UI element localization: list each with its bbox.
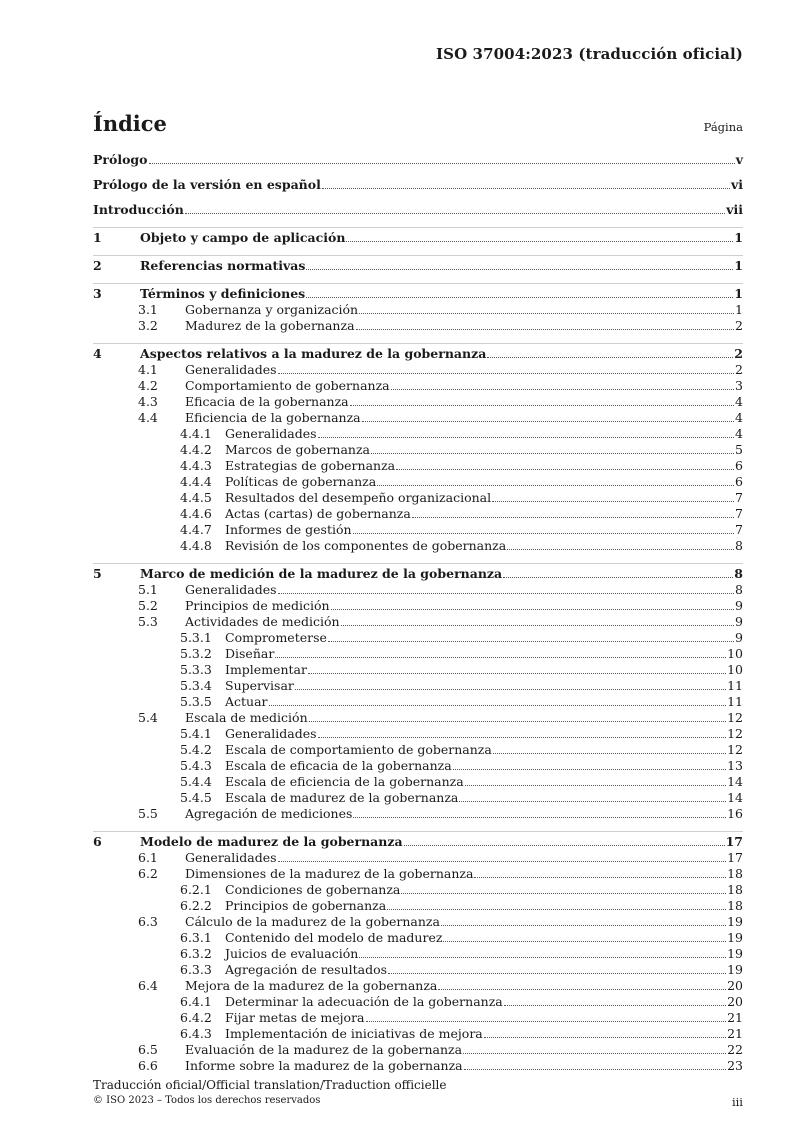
toc-entry-title: Implementar: [225, 662, 307, 677]
toc-entry-number: 1: [93, 230, 102, 245]
toc-entry[interactable]: [93, 850, 743, 865]
toc-entry-number: 5.3.4: [180, 678, 212, 693]
footer-translation-note: Traducción oficial/Official translation/Traduction officielle: [93, 1078, 447, 1092]
toc-entry-title: Madurez de la gobernanza: [185, 318, 355, 333]
toc-entry-number: 5.4.5: [180, 790, 212, 805]
toc-entry-number: 5.1: [138, 582, 158, 597]
toc-entry-number: 6.3: [138, 914, 158, 929]
toc-entry-number: 4.4.6: [180, 506, 212, 521]
toc-entry-page: 1: [734, 258, 743, 273]
toc-entry-number: 4.4.3: [180, 458, 212, 473]
toc-leader-dots: [503, 577, 733, 578]
toc-entry-title: Comprometerse: [225, 630, 327, 645]
toc-entry-title: Informe sobre la madurez de la gobernanza: [185, 1058, 463, 1073]
toc-entry[interactable]: [93, 362, 743, 377]
document-header: ISO 37004:2023 (traducción oficial): [436, 45, 743, 63]
toc-leader-dots: [465, 785, 726, 786]
toc-entry-page: 21: [727, 1026, 743, 1041]
toc-entry-number: 5.3.5: [180, 694, 212, 709]
page-title: Índice: [93, 111, 167, 136]
toc-entry[interactable]: [93, 582, 743, 597]
toc-entry[interactable]: [93, 646, 743, 661]
toc-entry-number: 5: [93, 566, 102, 581]
toc-entry-title: Implementación de iniciativas de mejora: [225, 1026, 483, 1041]
toc-entry-title: Eficacia de la gobernanza: [185, 394, 349, 409]
toc-entry-title: Gobernanza y organización: [185, 302, 359, 317]
toc-entry-number: 4.4.8: [180, 538, 212, 553]
toc-entry[interactable]: [93, 662, 743, 677]
toc-entry-title: Prólogo: [93, 152, 148, 167]
toc-entry-number: 6: [93, 834, 102, 849]
toc-entry-page: 3: [735, 378, 743, 393]
toc-entry-title: Objeto y campo de aplicación: [140, 230, 346, 245]
toc-entry[interactable]: [93, 522, 743, 537]
toc-entry-page: 6: [735, 474, 743, 489]
toc-entry[interactable]: [93, 914, 743, 929]
toc-entry-page: 1: [734, 230, 743, 245]
toc-entry-title: Generalidades: [225, 726, 317, 741]
toc-entry[interactable]: [93, 255, 743, 273]
toc-entry-title: Diseñar: [225, 646, 275, 661]
toc-entry-number: 5.3.1: [180, 630, 212, 645]
toc-entry-number: 3: [93, 286, 102, 301]
toc-entry[interactable]: [93, 152, 743, 167]
toc-entry-page: 9: [735, 614, 743, 629]
toc-entry[interactable]: [93, 202, 743, 217]
toc-leader-dots: [377, 485, 734, 486]
toc-leader-dots: [388, 973, 726, 974]
toc-leader-dots: [356, 329, 735, 330]
toc-entry-page: 4: [735, 426, 743, 441]
toc-leader-dots: [359, 957, 726, 958]
toc-entry[interactable]: [93, 394, 743, 409]
toc-entry-title: Agregación de resultados: [225, 962, 388, 977]
toc-entry-number: 6.4.2: [180, 1010, 212, 1025]
toc-entry[interactable]: [93, 1010, 743, 1025]
toc-entry[interactable]: [93, 630, 743, 645]
toc-entry-title: Escala de madurez de la gobernanza: [225, 790, 459, 805]
toc-entry-title: Escala de comportamiento de gobernanza: [225, 742, 492, 757]
toc-entry-number: 4.4.7: [180, 522, 212, 537]
toc-entry-number: 6.2: [138, 866, 158, 881]
toc-entry-page: 23: [727, 1058, 743, 1073]
toc-entry-title: Referencias normativas: [140, 258, 306, 273]
toc-leader-dots: [295, 689, 726, 690]
toc-leader-dots: [459, 801, 726, 802]
toc-entry-page: 22: [727, 1042, 743, 1057]
toc-entry-number: 5.4.1: [180, 726, 212, 741]
toc-entry[interactable]: [93, 1042, 743, 1057]
toc-entry-page: 16: [727, 806, 743, 821]
toc-leader-dots: [328, 641, 734, 642]
toc-entry-title: Prólogo de la versión en español: [93, 177, 321, 192]
toc-entry-title: Generalidades: [185, 362, 277, 377]
toc-entry-number: 6.3.2: [180, 946, 212, 961]
toc-entry[interactable]: [93, 946, 743, 961]
toc-entry-title: Principios de gobernanza: [225, 898, 387, 913]
toc-entry-title: Introducción: [93, 202, 184, 217]
toc-entry-title: Determinar la adecuación de la gobernanza: [225, 994, 503, 1009]
toc-entry-page: 18: [727, 866, 743, 881]
toc-entry-page: 18: [727, 898, 743, 913]
toc-entry-number: 2: [93, 258, 102, 273]
toc-leader-dots: [353, 533, 735, 534]
toc-entry-number: 4.4.4: [180, 474, 212, 489]
toc-leader-dots: [278, 593, 735, 594]
toc-entry-title: Juicios de evaluación: [225, 946, 359, 961]
toc-entry[interactable]: [93, 726, 743, 741]
toc-entry-number: 6.6: [138, 1058, 158, 1073]
toc-entry[interactable]: [93, 790, 743, 805]
toc-entry[interactable]: [93, 474, 743, 489]
toc-leader-dots: [463, 1053, 726, 1054]
toc-entry-page: 7: [735, 522, 743, 537]
toc-entry[interactable]: [93, 614, 743, 629]
toc-entry-title: Escala de eficiencia de la gobernanza: [225, 774, 464, 789]
toc-entry-number: 5.4.4: [180, 774, 212, 789]
toc-entry-number: 4.2: [138, 378, 158, 393]
toc-leader-dots: [269, 705, 727, 706]
toc-entry-page: 4: [735, 394, 743, 409]
toc-entry-number: 4.1: [138, 362, 158, 377]
toc-entry-page: 11: [727, 678, 743, 693]
toc-leader-dots: [504, 1005, 726, 1006]
toc-entry-title: Generalidades: [185, 850, 277, 865]
toc-entry[interactable]: [93, 227, 743, 245]
toc-entry-page: 11: [727, 694, 743, 709]
toc-entry[interactable]: [93, 598, 743, 613]
toc-entry[interactable]: [93, 1058, 743, 1073]
toc-entry[interactable]: [93, 563, 743, 581]
toc-entry-page: 14: [727, 774, 743, 789]
toc-leader-dots: [487, 357, 733, 358]
toc-entry-page: 7: [735, 490, 743, 505]
toc-entry-number: 5.5: [138, 806, 158, 821]
toc-entry-page: 12: [727, 710, 743, 725]
toc-entry[interactable]: [93, 302, 743, 317]
toc-entry-number: 4: [93, 346, 102, 361]
toc-entry-number: 5.2: [138, 598, 158, 613]
toc-entry-page: 18: [727, 882, 743, 897]
toc-entry[interactable]: [93, 806, 743, 821]
toc-entry-title: Términos y definiciones: [140, 286, 306, 301]
toc-entry-title: Generalidades: [185, 582, 277, 597]
toc-entry-title: Revisión de los componentes de gobernanza: [225, 538, 507, 553]
toc-entry[interactable]: [93, 490, 743, 505]
toc-entry-title: Actas (cartas) de gobernanza: [225, 506, 411, 521]
toc-leader-dots: [346, 241, 733, 242]
toc-entry-page: 21: [727, 1010, 743, 1025]
toc-entry-number: 4.4.5: [180, 490, 212, 505]
toc-entry[interactable]: [93, 831, 743, 849]
toc-entry-number: 4.3: [138, 394, 158, 409]
toc-entry-title: Aspectos relativos a la madurez de la gobernanza: [140, 346, 487, 361]
toc-entry-title: Fijar metas de mejora: [225, 1010, 365, 1025]
toc-entry-page: 12: [727, 726, 743, 741]
toc-entry-title: Generalidades: [225, 426, 317, 441]
toc-entry[interactable]: [93, 898, 743, 913]
toc-leader-dots: [441, 925, 726, 926]
toc-leader-dots: [507, 549, 734, 550]
toc-entry-page: 17: [727, 850, 743, 865]
toc-leader-dots: [404, 845, 725, 846]
toc-leader-dots: [306, 297, 733, 298]
toc-entry-page: v: [735, 152, 743, 167]
toc-leader-dots: [387, 909, 726, 910]
toc-leader-dots: [366, 1021, 727, 1022]
toc-leader-dots: [362, 421, 734, 422]
toc-entry-page: 13: [727, 758, 743, 773]
toc-leader-dots: [353, 817, 726, 818]
toc-entry-number: 6.4: [138, 978, 158, 993]
toc-leader-dots: [443, 941, 726, 942]
toc-leader-dots: [275, 657, 726, 658]
toc-entry-title: Actividades de medición: [185, 614, 340, 629]
toc-leader-dots: [359, 313, 734, 314]
toc-entry[interactable]: [93, 742, 743, 757]
toc-leader-dots: [185, 213, 725, 214]
toc-entry[interactable]: [93, 882, 743, 897]
toc-entry-page: 1: [735, 302, 743, 317]
toc-entry-page: 9: [735, 598, 743, 613]
toc-entry-title: Estrategias de gobernanza: [225, 458, 396, 473]
toc-entry[interactable]: [93, 442, 743, 457]
toc-entry-title: Eficiencia de la gobernanza: [185, 410, 361, 425]
toc-entry-page: 2: [735, 362, 743, 377]
toc-leader-dots: [331, 609, 735, 610]
toc-entry[interactable]: [93, 710, 743, 725]
toc-entry-page: vi: [730, 177, 743, 192]
toc-entry-number: 5.4.3: [180, 758, 212, 773]
toc-entry[interactable]: [93, 283, 743, 301]
toc-entry-title: Escala de eficacia de la gobernanza: [225, 758, 452, 773]
toc-entry-title: Agregación de mediciones: [185, 806, 353, 821]
toc-entry-title: Comportamiento de gobernanza: [185, 378, 390, 393]
toc-entry[interactable]: [93, 318, 743, 333]
toc-entry-number: 6.5: [138, 1042, 158, 1057]
footer-copyright: © ISO 2023 – Todos los derechos reservados: [93, 1095, 321, 1106]
toc-entry-page: 8: [735, 538, 743, 553]
toc-leader-dots: [350, 405, 734, 406]
toc-leader-dots: [341, 625, 734, 626]
toc-entry[interactable]: [93, 177, 743, 192]
toc-entry-page: vii: [726, 202, 743, 217]
toc-leader-dots: [396, 469, 734, 470]
toc-entry-page: 7: [735, 506, 743, 521]
toc-entry-page: 19: [727, 962, 743, 977]
toc-leader-dots: [493, 753, 726, 754]
toc-leader-dots: [308, 673, 726, 674]
toc-entry-number: 4.4.1: [180, 426, 212, 441]
toc-entry[interactable]: [93, 962, 743, 977]
toc-entry-title: Cálculo de la madurez de la gobernanza: [185, 914, 440, 929]
toc-entry-page: 8: [734, 566, 743, 581]
toc-entry[interactable]: [93, 774, 743, 789]
toc-entry-title: Supervisar: [225, 678, 294, 693]
toc-leader-dots: [318, 737, 727, 738]
toc-entry-number: 6.4.3: [180, 1026, 212, 1041]
toc-entry-page: 1: [734, 286, 743, 301]
toc-entry[interactable]: [93, 866, 743, 881]
toc-entry-page: 8: [735, 582, 743, 597]
toc-entry-number: 6.3.3: [180, 962, 212, 977]
toc-entry-number: 6.1: [138, 850, 158, 865]
toc-entry-page: 10: [727, 662, 743, 677]
toc-entry-title: Modelo de madurez de la gobernanza: [140, 834, 403, 849]
toc-leader-dots: [371, 453, 734, 454]
toc-leader-dots: [278, 373, 735, 374]
toc-entry[interactable]: [93, 410, 743, 425]
toc-leader-dots: [391, 389, 734, 390]
toc-entry-title: Marcos de gobernanza: [225, 442, 371, 457]
toc-leader-dots: [306, 269, 733, 270]
toc-leader-dots: [149, 163, 735, 164]
toc-entry-number: 3.2: [138, 318, 158, 333]
toc-leader-dots: [464, 1069, 726, 1070]
toc-entry-page: 20: [727, 994, 743, 1009]
toc-entry-page: 14: [727, 790, 743, 805]
toc-entry-page: 6: [735, 458, 743, 473]
toc-entry-page: 4: [735, 410, 743, 425]
toc-leader-dots: [412, 517, 734, 518]
toc-entry-number: 6.4.1: [180, 994, 212, 1009]
toc-entry-number: 5.3.3: [180, 662, 212, 677]
toc-entry[interactable]: [93, 758, 743, 773]
toc-entry-number: 5.3.2: [180, 646, 212, 661]
toc-entry-number: 6.2.2: [180, 898, 212, 913]
toc-entry-title: Informes de gestión: [225, 522, 352, 537]
toc-entry[interactable]: [93, 978, 743, 993]
toc-entry-title: Mejora de la madurez de la gobernanza: [185, 978, 438, 993]
toc-entry-title: Marco de medición de la madurez de la gobernanza: [140, 566, 503, 581]
toc-entry-title: Políticas de gobernanza: [225, 474, 377, 489]
toc-entry-number: 4.4: [138, 410, 158, 425]
toc-entry-number: 4.4.2: [180, 442, 212, 457]
toc-leader-dots: [322, 188, 730, 189]
toc-leader-dots: [453, 769, 726, 770]
toc-entry[interactable]: [93, 458, 743, 473]
toc-entry-title: Evaluación de la madurez de la gobernanza: [185, 1042, 463, 1057]
toc-entry-page: 9: [735, 630, 743, 645]
toc-entry[interactable]: [93, 994, 743, 1009]
toc-leader-dots: [278, 861, 727, 862]
page-number: iii: [731, 1095, 743, 1109]
toc-entry-page: 19: [727, 930, 743, 945]
toc-entry[interactable]: [93, 538, 743, 553]
toc-entry[interactable]: [93, 426, 743, 441]
toc-entry[interactable]: [93, 678, 743, 693]
toc-entry-page: 12: [727, 742, 743, 757]
toc-entry-page: 17: [725, 834, 743, 849]
toc-leader-dots: [318, 437, 735, 438]
toc-entry[interactable]: [93, 378, 743, 393]
toc-entry-title: Dimensiones de la madurez de la gobernanza: [185, 866, 474, 881]
toc-entry[interactable]: [93, 506, 743, 521]
toc-entry[interactable]: [93, 694, 743, 709]
toc-entry[interactable]: [93, 1026, 743, 1041]
toc-entry-number: 5.3: [138, 614, 158, 629]
toc-entry-title: Escala de medición: [185, 710, 308, 725]
toc-entry-page: 19: [727, 946, 743, 961]
toc-entry-page: 2: [734, 346, 743, 361]
toc-entry-page: 2: [735, 318, 743, 333]
toc-entry-number: 5.4: [138, 710, 158, 725]
toc-entry-number: 3.1: [138, 302, 158, 317]
toc-entry-title: Actuar: [225, 694, 268, 709]
toc-entry-page: 10: [727, 646, 743, 661]
toc-entry[interactable]: [93, 930, 743, 945]
toc-leader-dots: [474, 877, 726, 878]
toc-leader-dots: [484, 1037, 726, 1038]
toc-entry-number: 5.4.2: [180, 742, 212, 757]
toc-entry-title: Condiciones de gobernanza: [225, 882, 401, 897]
toc-entry-title: Principios de medición: [185, 598, 330, 613]
toc-entry-number: 6.2.1: [180, 882, 212, 897]
toc-leader-dots: [438, 989, 726, 990]
toc-entry-page: 19: [727, 914, 743, 929]
toc-entry-page: 20: [727, 978, 743, 993]
toc-leader-dots: [401, 893, 726, 894]
toc-entry-page: 5: [735, 442, 743, 457]
toc-entry-number: 6.3.1: [180, 930, 212, 945]
toc-entry-title: Resultados del desempeño organizacional: [225, 490, 492, 505]
toc-entry[interactable]: [93, 343, 743, 361]
toc-leader-dots: [492, 501, 734, 502]
toc-entry-title: Contenido del modelo de madurez: [225, 930, 443, 945]
table-of-contents: [93, 152, 743, 1073]
page-column-label: Página: [703, 120, 743, 134]
toc-leader-dots: [309, 721, 726, 722]
